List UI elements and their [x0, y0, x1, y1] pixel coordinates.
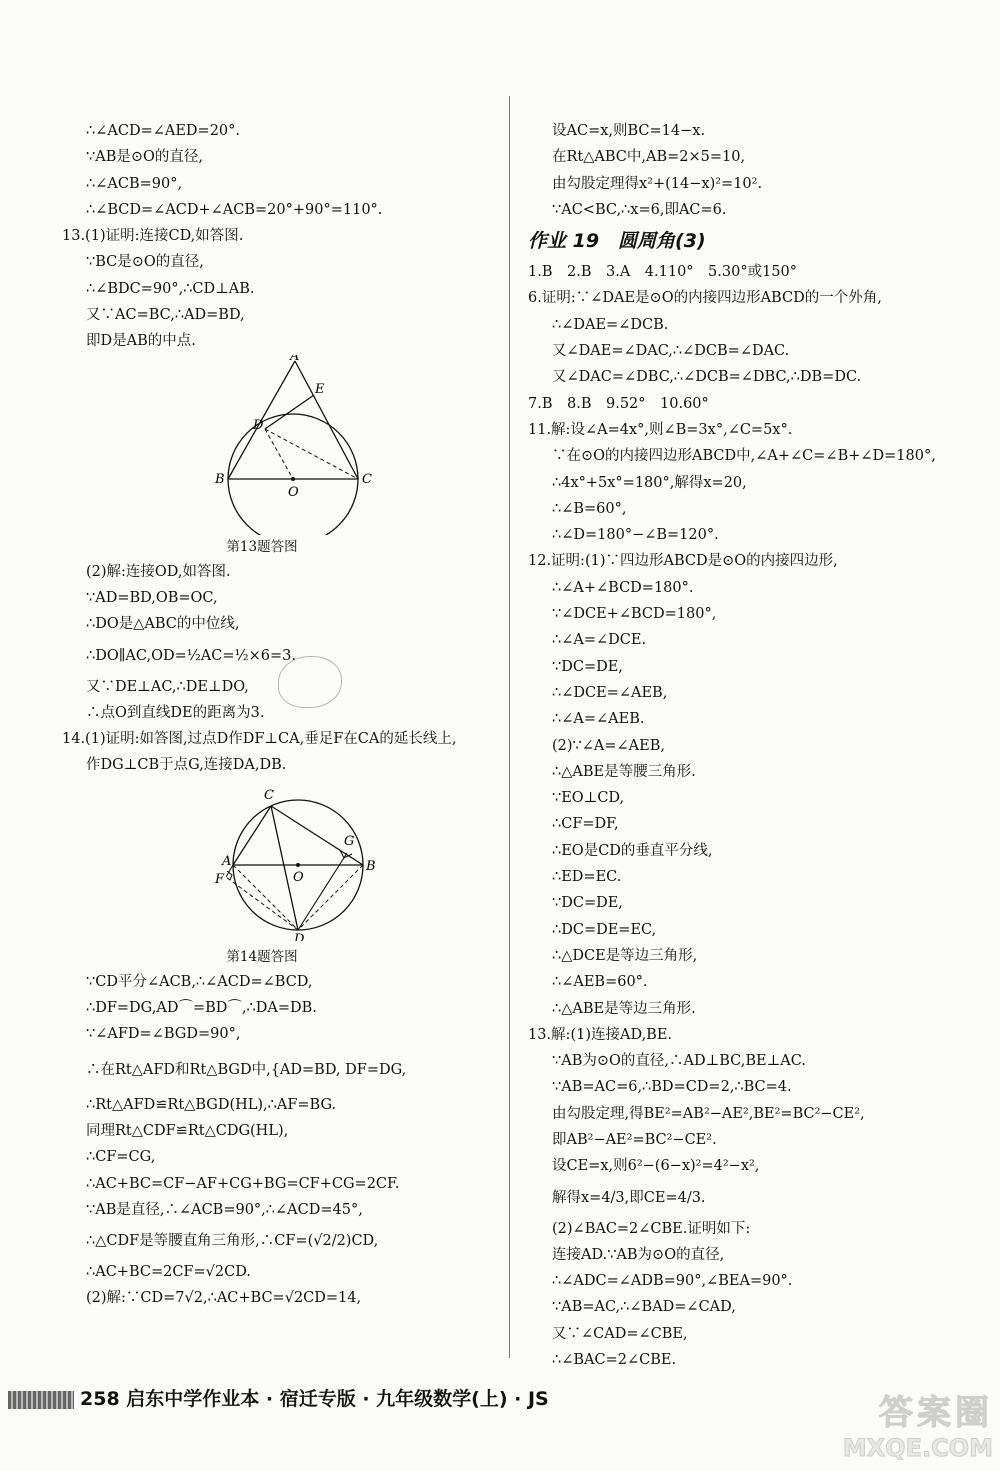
watermark-url: MXQE.COM [842, 1434, 993, 1462]
text-line: ∵∠DCE+∠BCD=180°, [552, 606, 717, 623]
text-line: ∴∠BDC=90°,∴CD⊥AB. [86, 280, 255, 297]
text-line: 又∵DE⊥AC,∴DE⊥DO, [86, 678, 249, 695]
figure-14-diagram [62, 779, 502, 941]
text-line: ∴△ABE是等边三角形. [552, 1000, 696, 1017]
label-B: B [366, 858, 376, 874]
text-line: ∴∠AEB=60°. [552, 974, 648, 991]
watermark-title: 答案圈 [879, 1393, 993, 1433]
text-line: ∴∠BAC=2∠CBE. [552, 1352, 677, 1369]
text-line: ∴AC+BC=2CF=√2CD. [86, 1264, 251, 1281]
text-line: ∴∠DAE=∠DCB. [552, 316, 669, 333]
text-line: ∵AB是直径,∴∠ACB=90°,∴∠ACD=45°, [86, 1201, 363, 1218]
label-O: O [293, 869, 304, 885]
question-12-heading: 12.证明:(1)∵四边形ABCD是⊙O的内接四边形, [528, 553, 838, 570]
text-line: ∴∠BCD=∠ACD+∠ACB=20°+90°=110°. [86, 201, 383, 218]
footer-barcode-decoration [8, 1391, 74, 1409]
question-14-heading: 14.(1)证明:如答图,过点D作DF⊥CA,垂足F在CA的延长线上, [62, 731, 457, 748]
question-6-heading: 6.证明:∵∠DAE是⊙O的内接四边形ABCD的一个外角, [528, 290, 882, 307]
text-line: ∴点O到直线DE的距离为3. [86, 704, 265, 721]
text-line: 1.B 2.B 3.A 4.110° 5.30°或150° [528, 264, 798, 281]
figure-13-diagram [62, 355, 502, 535]
label-A: A [222, 853, 232, 869]
text-line: ∴∠B=60°, [552, 500, 627, 517]
text-line: 同理Rt△CDF≌Rt△CDG(HL), [86, 1122, 289, 1139]
text-line: ∵∠AFD=∠BGD=90°, [86, 1026, 241, 1043]
text-line: 即AB²−AE²=BC²−CE². [552, 1131, 717, 1148]
text-line: ∴CF=CG, [86, 1149, 156, 1166]
label-B: B [215, 471, 225, 487]
text-line: ∵AB是⊙O的直径, [86, 149, 203, 166]
text-line: 设AC=x,则BC=14−x. [552, 123, 706, 139]
text-line: ∴Rt△AFD≌Rt△BGD(HL),∴AF=BG. [86, 1096, 337, 1113]
text-line: ∵BC是⊙O的直径, [86, 254, 204, 271]
text-line: 即D是AB的中点. [86, 333, 196, 350]
text-line: ∴∠A=∠AEB. [552, 711, 645, 728]
label-G: G [344, 833, 355, 849]
question-13-heading: 13.解:(1)连接AD,BE. [528, 1026, 673, 1043]
section-title: 作业 19 圆周角(3) [528, 230, 706, 253]
text-line: ∴△CDF是等腰直角三角形,∴CF=(√2/2)CD, [86, 1233, 379, 1250]
text-line: ∵AB=AC=6,∴BD=CD=2,∴BC=4. [552, 1079, 792, 1096]
label-C: C [264, 787, 274, 803]
question-11-heading: 11.解:设∠A=4x°,则∠B=3x°,∠C=5x°. [528, 421, 793, 438]
column-divider [509, 96, 510, 1358]
text-line: ∴∠ACB=90°, [86, 175, 183, 192]
text-line: ∴DC=DE=EC, [552, 921, 657, 938]
text-line: ∴DO是△ABC的中位线, [86, 616, 240, 633]
text-line: ∵DC=DE, [552, 658, 623, 675]
text-line: ∴∠A=∠DCE. [552, 632, 647, 649]
text-line: ∵AB为⊙O的直径,∴AD⊥BC,BE⊥AC. [552, 1053, 806, 1070]
text-line: 由勾股定理,得BE²=AB²−AE²,BE²=BC²−CE², [552, 1105, 865, 1122]
text-line: ∴在Rt△AFD和Rt△BGD中,{AD=BD, DF=DG, [86, 1061, 407, 1078]
text-line: ∴CF=DF, [552, 816, 619, 833]
figure-13-caption: 第13题答图 [226, 538, 298, 555]
left-column [62, 118, 502, 1312]
text-line: ∴DO∥AC,OD=½AC=½×6=3. [86, 647, 296, 664]
text-line: 又∵∠CAD=∠CBE, [552, 1325, 688, 1342]
label-A: A [290, 354, 300, 364]
text-line: ∴ED=EC. [552, 869, 622, 886]
handwritten-stamp-mark [278, 656, 342, 708]
figure-13 [62, 355, 502, 535]
text-line: ∴EO是CD的垂直平分线, [552, 842, 713, 859]
text-line: ∴∠A+∠BCD=180°. [552, 579, 694, 596]
label-D: D [294, 931, 305, 941]
text-line: 在Rt△ABC中,AB=2×5=10, [552, 149, 746, 166]
text-line: 作DG⊥CB于点G,连接DA,DB. [86, 757, 287, 774]
figure-14 [62, 779, 502, 941]
text-line: (2)∵∠A=∠AEB, [552, 737, 666, 754]
right-column [528, 118, 958, 1373]
text-line: ∴∠ADC=∠ADB=90°,∠BEA=90°. [552, 1273, 793, 1290]
label-C: C [362, 471, 372, 487]
text-line: (2)解:∵CD=7√2,∴AC+BC=√2CD=14, [86, 1290, 362, 1307]
watermark-logo [808, 1385, 993, 1465]
text-line: ∵AC<BC,∴x=6,即AC=6. [552, 201, 727, 218]
footer-page-title: 258 启东中学作业本 · 宿迁专版 · 九年级数学(上) · JS [80, 1388, 549, 1410]
text-line: ∴AC+BC=CF−AF+CG+BG=CF+CG=2CF. [86, 1175, 400, 1192]
text-line: 又∠DAC=∠DBC,∴∠DCB=∠DBC,∴DB=DC. [552, 369, 862, 386]
text-line: ∵EO⊥CD, [552, 790, 625, 807]
text-line: ∴4x°+5x°=180°,解得x=20, [552, 474, 747, 491]
text-line: ∵在⊙O的内接四边形ABCD中,∠A+∠C=∠B+∠D=180°, [552, 448, 936, 465]
text-line: ∴△ABE是等腰三角形. [552, 763, 696, 780]
text-line: 又∵AC=BC,∴AD=BD, [86, 307, 245, 324]
text-line: 由勾股定理得x²+(14−x)²=10². [552, 175, 763, 192]
text-line: 连接AD.∵AB为⊙O的直径, [552, 1246, 725, 1263]
label-F: F [215, 871, 225, 887]
text-line: ∵AD=BD,OB=OC, [86, 589, 218, 606]
label-O: O [288, 484, 299, 500]
text-line: 又∠DAE=∠DAC,∴∠DCB=∠DAC. [552, 343, 790, 360]
text-line: ∵AB=AC,∴∠BAD=∠CAD, [552, 1299, 736, 1316]
text-line: ∴DF=DG,AD⌒=BD⌒,∴DA=DB. [86, 1000, 317, 1017]
question-13-heading: 13.(1)证明:连接CD,如答图. [62, 228, 244, 245]
label-E: E [315, 381, 325, 397]
text-line: (2)∠BAC=2∠CBE.证明如下: [552, 1220, 751, 1237]
text-line: ∴∠DCE=∠AEB, [552, 684, 668, 701]
figure-14-caption: 第14题答图 [226, 948, 298, 965]
text-line: ∴∠ACD=∠AED=20°. [86, 123, 241, 139]
text-line: 设CE=x,则6²−(6−x)²=4²−x², [552, 1158, 760, 1175]
text-line: 7.B 8.B 9.52° 10.60° [528, 395, 709, 412]
text-line: ∴∠D=180°−∠B=120°. [552, 527, 719, 544]
text-line: ∵DC=DE, [552, 895, 623, 912]
text-line: ∴△DCE是等边三角形, [552, 947, 698, 964]
label-D: D [253, 417, 264, 433]
text-line: ∵CD平分∠ACB,∴∠ACD=∠BCD, [86, 973, 313, 990]
text-line: 解得x=4/3,即CE=4/3. [552, 1189, 706, 1206]
text-line: (2)解:连接OD,如答图. [86, 563, 231, 580]
